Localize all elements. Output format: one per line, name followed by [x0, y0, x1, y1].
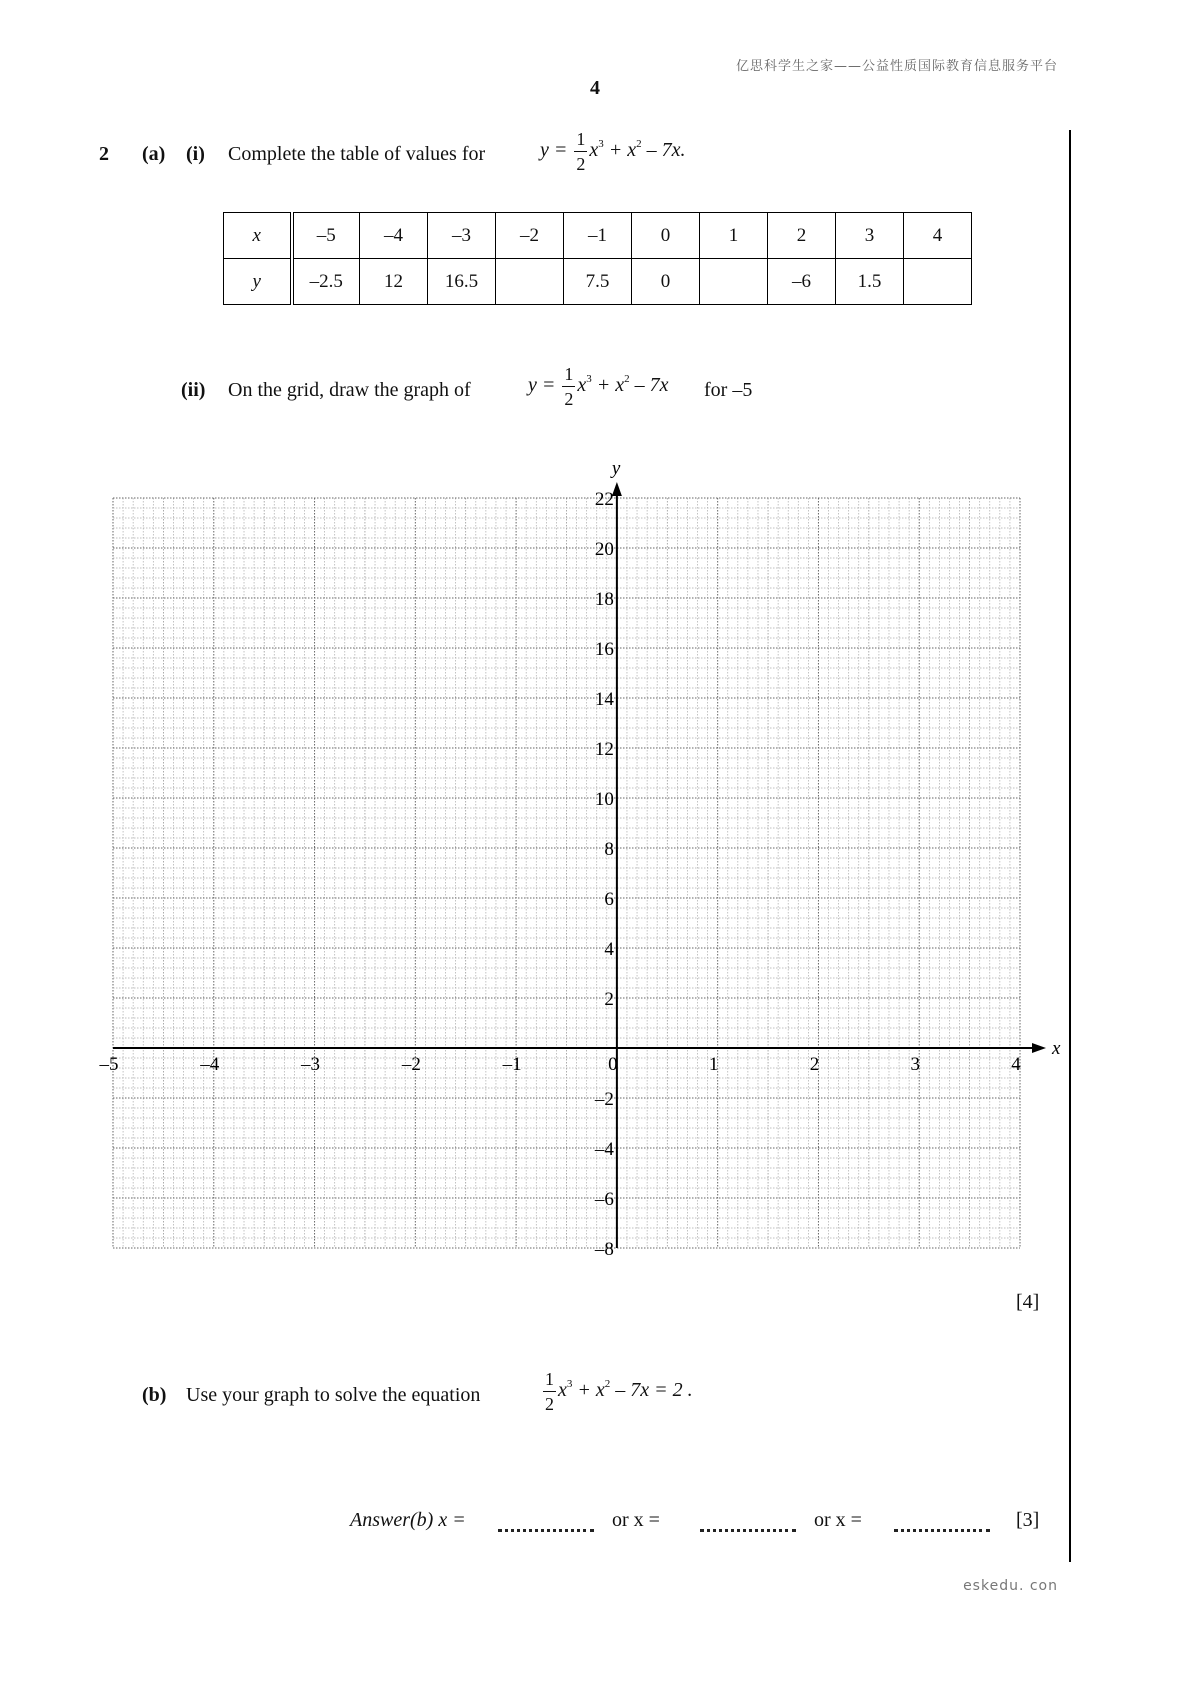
a-ii-text: On the grid, draw the graph of: [228, 379, 471, 401]
y-tick-label: 16: [594, 639, 614, 660]
b-text: Use your graph to solve the equation: [186, 1384, 481, 1406]
table-cell[interactable]: 1.5: [836, 259, 904, 305]
equation-b: $\frac{1}{2}$ $x^3 + x^2 - 7x = 2$ .: [545, 1369, 693, 1414]
or-label-1: or x =: [612, 1509, 660, 1531]
marks-a: [4]: [1016, 1291, 1040, 1313]
watermark-header: 亿思科学生之家——公益性质国际教育信息服务平台: [735, 59, 1058, 74]
y-tick-label: 10: [594, 789, 614, 810]
fraction-half: $\frac{1}{2}$: [545, 1369, 554, 1414]
table-cell: 4: [904, 213, 972, 259]
table-cell: 0: [632, 213, 700, 259]
answer-blank-1[interactable]: [498, 1515, 594, 1537]
table-cell: –1: [564, 213, 632, 259]
marks-b: [3]: [1016, 1509, 1040, 1531]
y-tick-label: 14: [594, 689, 614, 710]
x-tick-label: 3: [910, 1054, 920, 1075]
table-cell[interactable]: 12: [360, 259, 428, 305]
x-tick-label: 0: [608, 1054, 618, 1075]
table-cell[interactable]: 16.5: [428, 259, 496, 305]
answer-blank-3[interactable]: [894, 1515, 990, 1537]
part-a-i-label: (i): [186, 143, 205, 165]
domain-text: for –5: [704, 379, 753, 401]
x-tick-label: –2: [401, 1054, 421, 1075]
answer-label: Answer(b) x =: [350, 1509, 466, 1531]
x-tick-label: –5: [99, 1054, 119, 1075]
y-axis-label: y: [611, 458, 621, 479]
part-b-label: (b): [142, 1384, 167, 1406]
table-cell: 1: [700, 213, 768, 259]
fraction-half: $\frac{1}{2}$: [576, 129, 586, 174]
x-tick-label: 4: [1011, 1054, 1021, 1075]
x-tick-label: –1: [502, 1054, 522, 1075]
y-tick-label: 22: [594, 489, 614, 510]
or-label-2: or x =: [814, 1509, 862, 1531]
footer-site: eskedu. con: [963, 1578, 1058, 1594]
y-tick-label: 4: [604, 939, 614, 960]
table-cell: –4: [360, 213, 428, 259]
question-number: 2: [99, 143, 109, 165]
y-tick-label: 20: [594, 539, 614, 560]
table-header-x: x: [224, 213, 292, 259]
part-a-ii-label: (ii): [181, 379, 206, 401]
page-number: 4: [590, 77, 600, 99]
x-tick-label: –3: [301, 1054, 321, 1075]
y-tick-label: –8: [594, 1239, 614, 1260]
equation-a-i: y = $\frac{1}{2}$ $x^3 + x^2 - 7x$.: [540, 129, 686, 174]
y-tick-label: 18: [594, 589, 614, 610]
x-axis-arrow: [1032, 1043, 1046, 1053]
y-tick-label: –2: [594, 1089, 614, 1110]
table-cell: –2: [496, 213, 564, 259]
table-cell: 2: [768, 213, 836, 259]
table-cell: 3: [836, 213, 904, 259]
y-tick-label: 6: [604, 889, 614, 910]
table-header-y: y: [224, 259, 292, 305]
x-axis-label: x: [1052, 1038, 1061, 1059]
x-tick-label: 1: [708, 1054, 719, 1075]
x-tick-label: 2: [809, 1054, 820, 1075]
part-a-label: (a): [142, 143, 166, 165]
x-tick-label: –4: [200, 1054, 220, 1075]
answer-blank-2[interactable]: [700, 1515, 796, 1537]
table-cell: –5: [292, 213, 360, 259]
y-tick-label: 12: [594, 739, 614, 760]
y-tick-label: –4: [594, 1139, 614, 1160]
table-cell[interactable]: 0: [632, 259, 700, 305]
y-tick-label: 8: [604, 839, 614, 860]
a-i-text: Complete the table of values for: [228, 143, 486, 165]
y-tick-label: 2: [604, 989, 614, 1010]
table-cell[interactable]: 7.5: [564, 259, 632, 305]
y-tick-label: –6: [594, 1189, 614, 1210]
table-cell: –3: [428, 213, 496, 259]
table-cell[interactable]: –2.5: [292, 259, 360, 305]
equation-a-ii: y = $\frac{1}{2}$ $x^3 + x^2 - 7x$: [528, 364, 669, 409]
fraction-half: $\frac{1}{2}$: [564, 364, 574, 409]
table-cell[interactable]: –6: [768, 259, 836, 305]
